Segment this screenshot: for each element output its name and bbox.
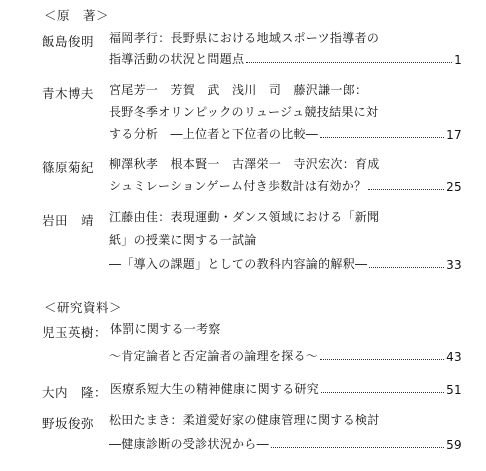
entry-title-text: ―健康診断の受診状況から― [109, 437, 269, 451]
entry-title-line [109, 436, 462, 452]
entry-title-line [109, 82, 462, 98]
entry-title-text: 指導活動の状況と問題点 [109, 52, 245, 66]
entry-title-line [109, 104, 462, 120]
entry-title-line [109, 256, 462, 272]
entry-author: 飯島俊明 [42, 34, 95, 49]
page-number: 33 [446, 258, 462, 272]
dot-leader [246, 62, 452, 63]
page-number: 25 [446, 180, 462, 194]
entry-title-line [109, 156, 462, 172]
entry-title-text: 医療系短大生の精神健康に関する研究 [110, 382, 320, 396]
entry-title-text: ～肯定論者と否定論者の論理を探る～ [109, 349, 319, 363]
entry-title-line [109, 412, 462, 428]
entry-title-line [109, 51, 462, 67]
entry-author: 篠原菊紀 [42, 160, 95, 175]
section-heading-research-materials: ＜研究資料＞ [44, 300, 123, 315]
dot-leader [320, 137, 444, 138]
entry-title-text: 長野冬季オリンピックのリュージュ競技結果に対 [109, 105, 379, 119]
page-number: 17 [446, 128, 462, 142]
entry-title-text: 宮尾芳一 芳賀 武 浅川 司 藤沢謙一郎： [109, 83, 368, 97]
entry-author: 野坂俊弥 [42, 416, 95, 431]
section-heading-original-papers: ＜原 著＞ [44, 8, 110, 23]
entry-title-text: 福岡孝行：長野県における地域スポーツ指導者の [109, 31, 380, 45]
entry-title-line [110, 381, 462, 397]
entry-title-text: 紙」の授業に関する一試論 [109, 233, 257, 247]
dot-leader [368, 189, 444, 190]
entry-title-text: する分析 ―上位者と下位者の比較― [109, 127, 319, 141]
entry-author: 青木博夫 [42, 86, 95, 101]
entry-title-line [109, 30, 462, 46]
page-number: 1 [454, 53, 462, 67]
entry-title-text: 体罰に関する一考察 [110, 322, 221, 336]
entry-author: 岩田 靖 [42, 213, 95, 228]
dot-leader [320, 359, 444, 360]
entry-title-text: 松田たまき：柔道愛好家の健康管理に関する検討 [109, 413, 380, 427]
page-number: 51 [446, 383, 462, 397]
dot-leader [369, 267, 444, 268]
entry-title-text: シュミレーションゲーム付き歩数計は有効か？ [109, 179, 367, 193]
dot-leader [271, 447, 444, 448]
entry-title-text: 柳澤秋孝 根本賢一 古澤栄一 寺沢宏次：育成 [109, 157, 380, 171]
entry-title-text: 江藤由佳：表現運動・ダンス領域における「新聞 [109, 210, 380, 224]
entry-title-line [109, 209, 462, 225]
entry-title-line [109, 232, 462, 248]
entry-title-line [110, 321, 462, 337]
entry-author: 大内 隆： [42, 385, 108, 400]
entry-title-text: ―「導入の課題」としての教科内容論的解釈― [109, 257, 368, 271]
dot-leader [321, 392, 444, 393]
entry-title-line [109, 126, 462, 142]
entry-author: 児玉英樹： [42, 325, 108, 340]
page-number: 59 [446, 438, 462, 452]
entry-title-line [109, 348, 462, 364]
entry-title-line [109, 178, 462, 194]
page-number: 43 [446, 350, 462, 364]
